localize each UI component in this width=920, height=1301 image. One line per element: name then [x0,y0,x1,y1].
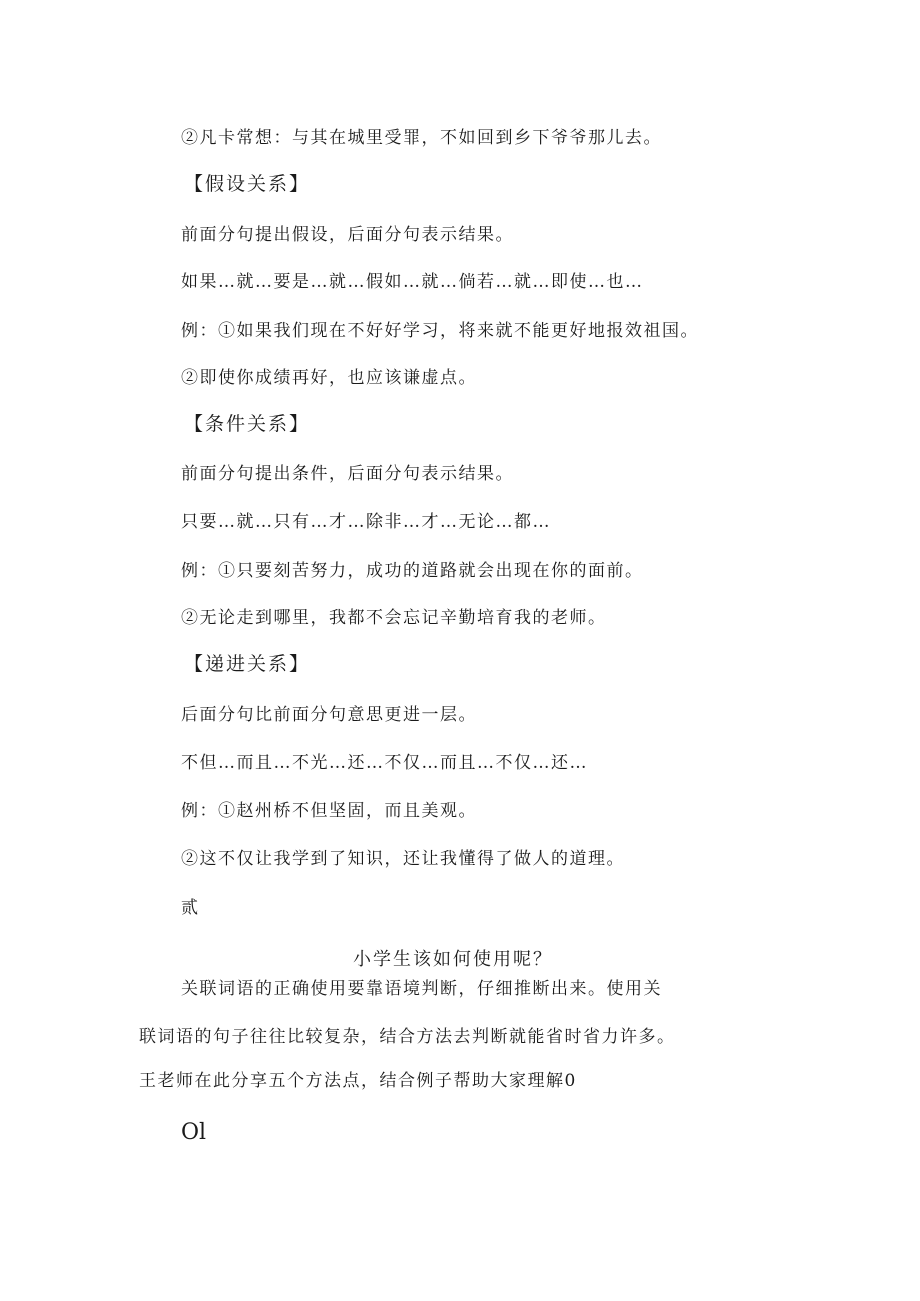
paragraph-line-3: 王老师在此分享五个方法点，结合例子帮助大家理解0 [139,1071,577,1091]
section-marker: Ol [181,1120,207,1145]
progressive-example-2: ②这不仅让我学到了知识，还让我懂得了做人的道理。 [181,849,625,869]
condition-example-2: ②无论走到哪里，我都不会忘记辛勤培育我的老师。 [181,608,607,628]
condition-heading: 【条件关系】 [184,413,311,435]
progressive-heading: 【递进关系】 [184,653,311,675]
paragraph-line-2: 联词语的句子往往比较复杂，结合方法去判断就能省时省力许多。 [139,1027,676,1047]
progressive-connectives: 不但…而且…不光…还…不仅…而且…不仅…还… [181,753,588,773]
condition-definition: 前面分句提出条件，后面分句表示结果。 [181,464,514,484]
hypothesis-example-2: ②即使你成绩再好，也应该谦虚点。 [181,368,477,388]
section-subtitle: 小学生该如何使用呢？ [353,949,553,970]
paragraph-line-1: 关联词语的正确使用要靠语境判断，仔细推断出来。使用关 [181,979,662,999]
progressive-example-1: 例：①赵州桥不但坚固，而且美观。 [181,801,477,821]
hypothesis-example-1: 例：①如果我们现在不好好学习，将来就不能更好地报效祖国。 [181,321,699,341]
progressive-definition: 后面分句比前面分句意思更进一层。 [181,705,477,725]
cause-example-2: ②凡卡常想：与其在城里受罪，不如回到乡下爷爷那儿去。 [181,128,662,148]
part-label: 贰 [181,898,200,918]
hypothesis-definition: 前面分句提出假设，后面分句表示结果。 [181,225,514,245]
condition-example-1: 例：①只要刻苦努力，成功的道路就会出现在你的面前。 [181,561,644,581]
hypothesis-connectives: 如果…就…要是…就…假如…就…倘若…就…即使…也… [181,272,644,292]
condition-connectives: 只要…就…只有…才…除非…才…无论…都… [181,512,551,532]
hypothesis-heading: 【假设关系】 [184,173,311,195]
